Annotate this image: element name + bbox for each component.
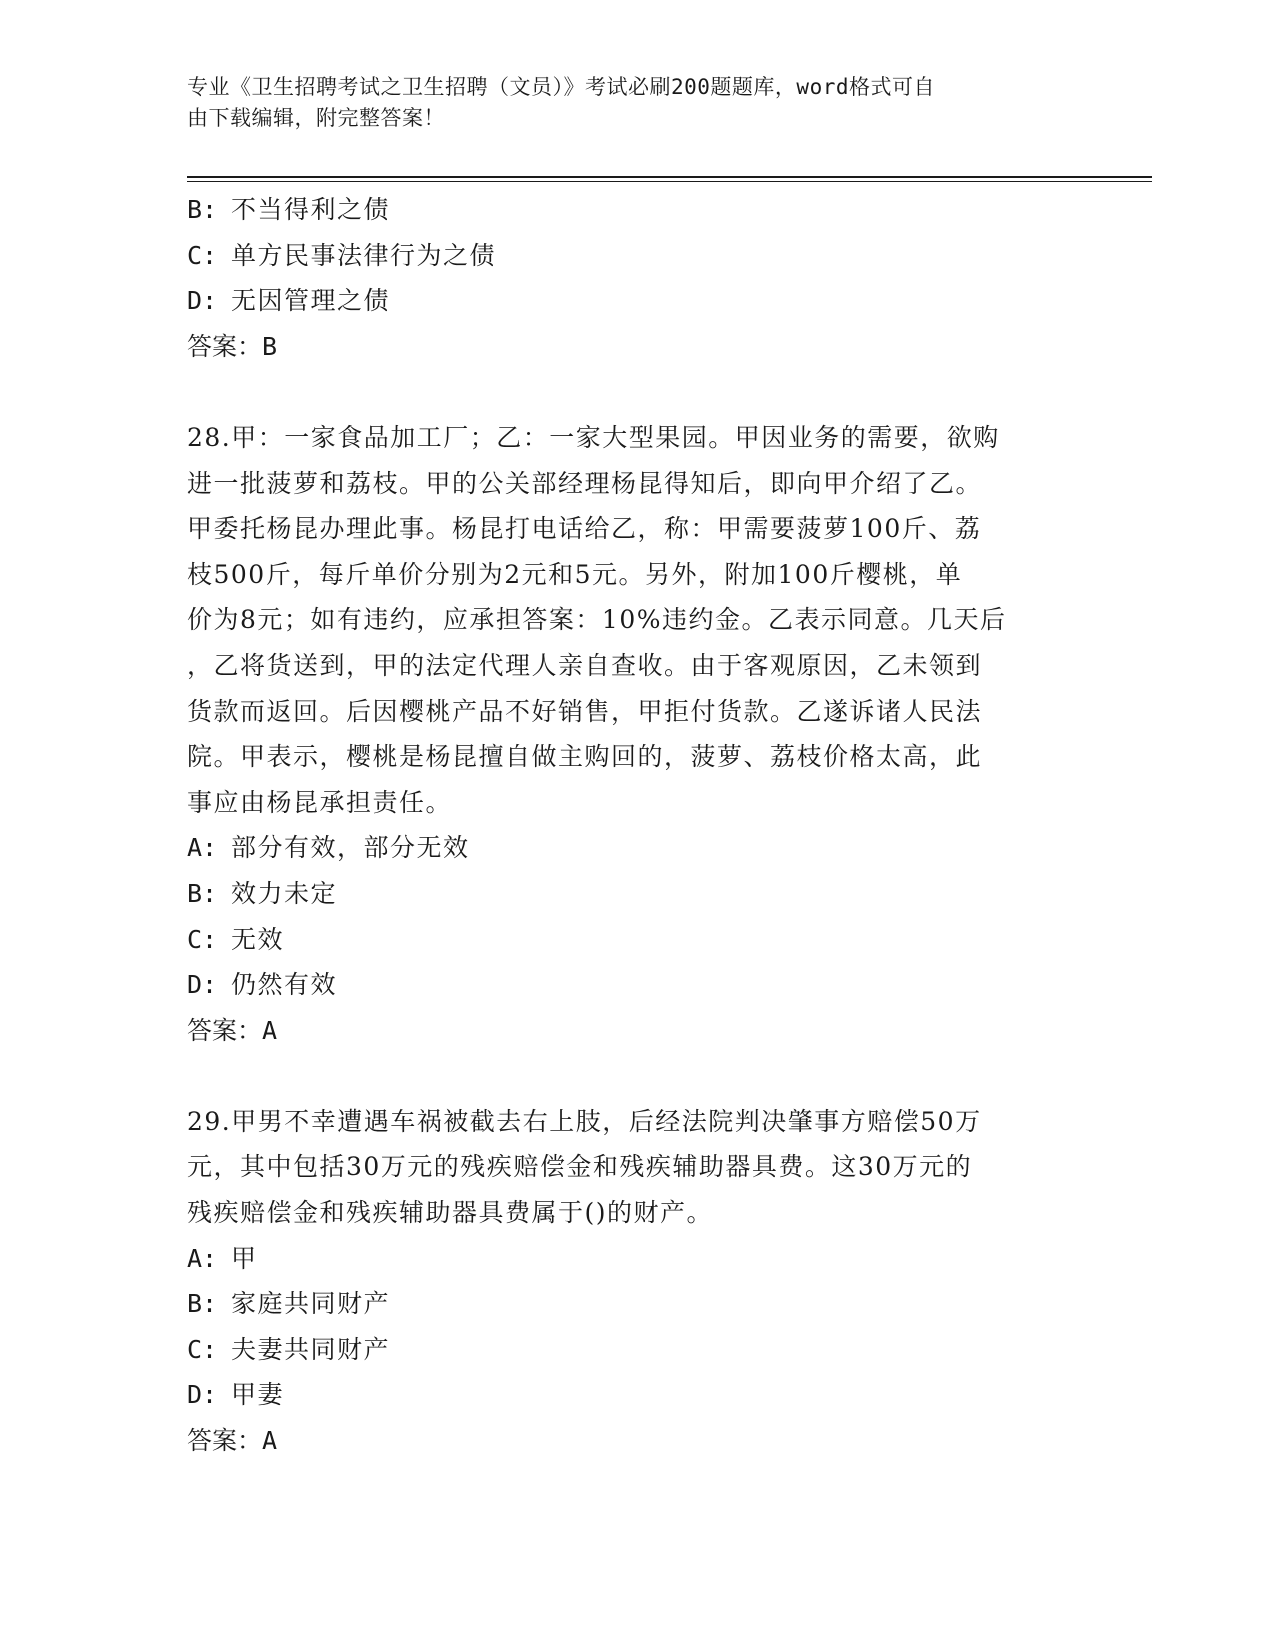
option-d: D: 甲妻 [187,1380,285,1410]
option-c: C: 单方民事法律行为之债 [187,240,497,270]
question-27 [187,187,1077,369]
option-d: D: 无因管理之债 [187,286,391,316]
answer: 答案：B [187,331,278,361]
question-text-line: 院。甲表示，樱桃是杨昆擅自做主购回的，菠萝、荔枝价格太高，此 [187,742,983,772]
header-divider-thick [187,176,1152,178]
question-text-line: 29.甲男不幸遭遇车祸被截去右上肢，后经法院判决肇事方赔偿50万 [187,1106,982,1136]
question-28 [187,415,1077,1053]
option-a: A: 甲 [187,1243,258,1273]
question-text-line: 进一批菠萝和荔枝。甲的公关部经理杨昆得知后，即向甲介绍了乙。 [187,468,983,498]
question-text-line: 28.甲：一家食品加工厂；乙：一家大型果园。甲因业务的需要，欲购 [187,422,1000,452]
question-content [187,187,1077,1464]
option-b: B: 效力未定 [187,878,338,908]
document-header [187,72,1067,134]
option-a: A: 部分有效，部分无效 [187,833,470,863]
question-text-line: 元，其中包括30万元的残疾赔偿金和残疾辅助器具费。这30万元的 [187,1152,973,1182]
option-b: B: 家庭共同财产 [187,1289,391,1319]
question-text-line: ，乙将货送到，甲的法定代理人亲自查收。由于客观原因，乙未领到 [187,650,983,680]
question-text-line: 货款而返回。后因樱桃产品不好销售，甲拒付货款。乙遂诉诸人民法 [187,696,983,726]
question-text-line: 事应由杨昆承担责任。 [187,787,453,817]
option-d: D: 仍然有效 [187,970,338,1000]
option-c: C: 无效 [187,924,285,954]
question-29 [187,1099,1077,1464]
question-text-line: 价为8元；如有违约，应承担答案：10%违约金。乙表示同意。几天后 [187,605,1007,635]
answer: 答案：A [187,1015,278,1045]
answer: 答案：A [187,1426,278,1456]
header-divider-thin [187,181,1152,182]
option-c: C: 夫妻共同财产 [187,1334,391,1364]
header-line-2: 由下载编辑，附完整答案！ [187,106,445,130]
header-line-1: 专业《卫生招聘考试之卫生招聘（文员）》考试必刷200题题库，word格式可自 [187,75,935,99]
question-text-line: 甲委托杨昆办理此事。杨昆打电话给乙，称：甲需要菠萝100斤、荔 [187,514,982,544]
option-b: B: 不当得利之债 [187,195,391,224]
question-text-line: 残疾赔偿金和残疾辅助器具费属于()的财产。 [187,1198,714,1228]
question-text-line: 枝500斤，每斤单价分别为2元和5元。另外，附加100斤樱桃，单 [187,559,963,589]
